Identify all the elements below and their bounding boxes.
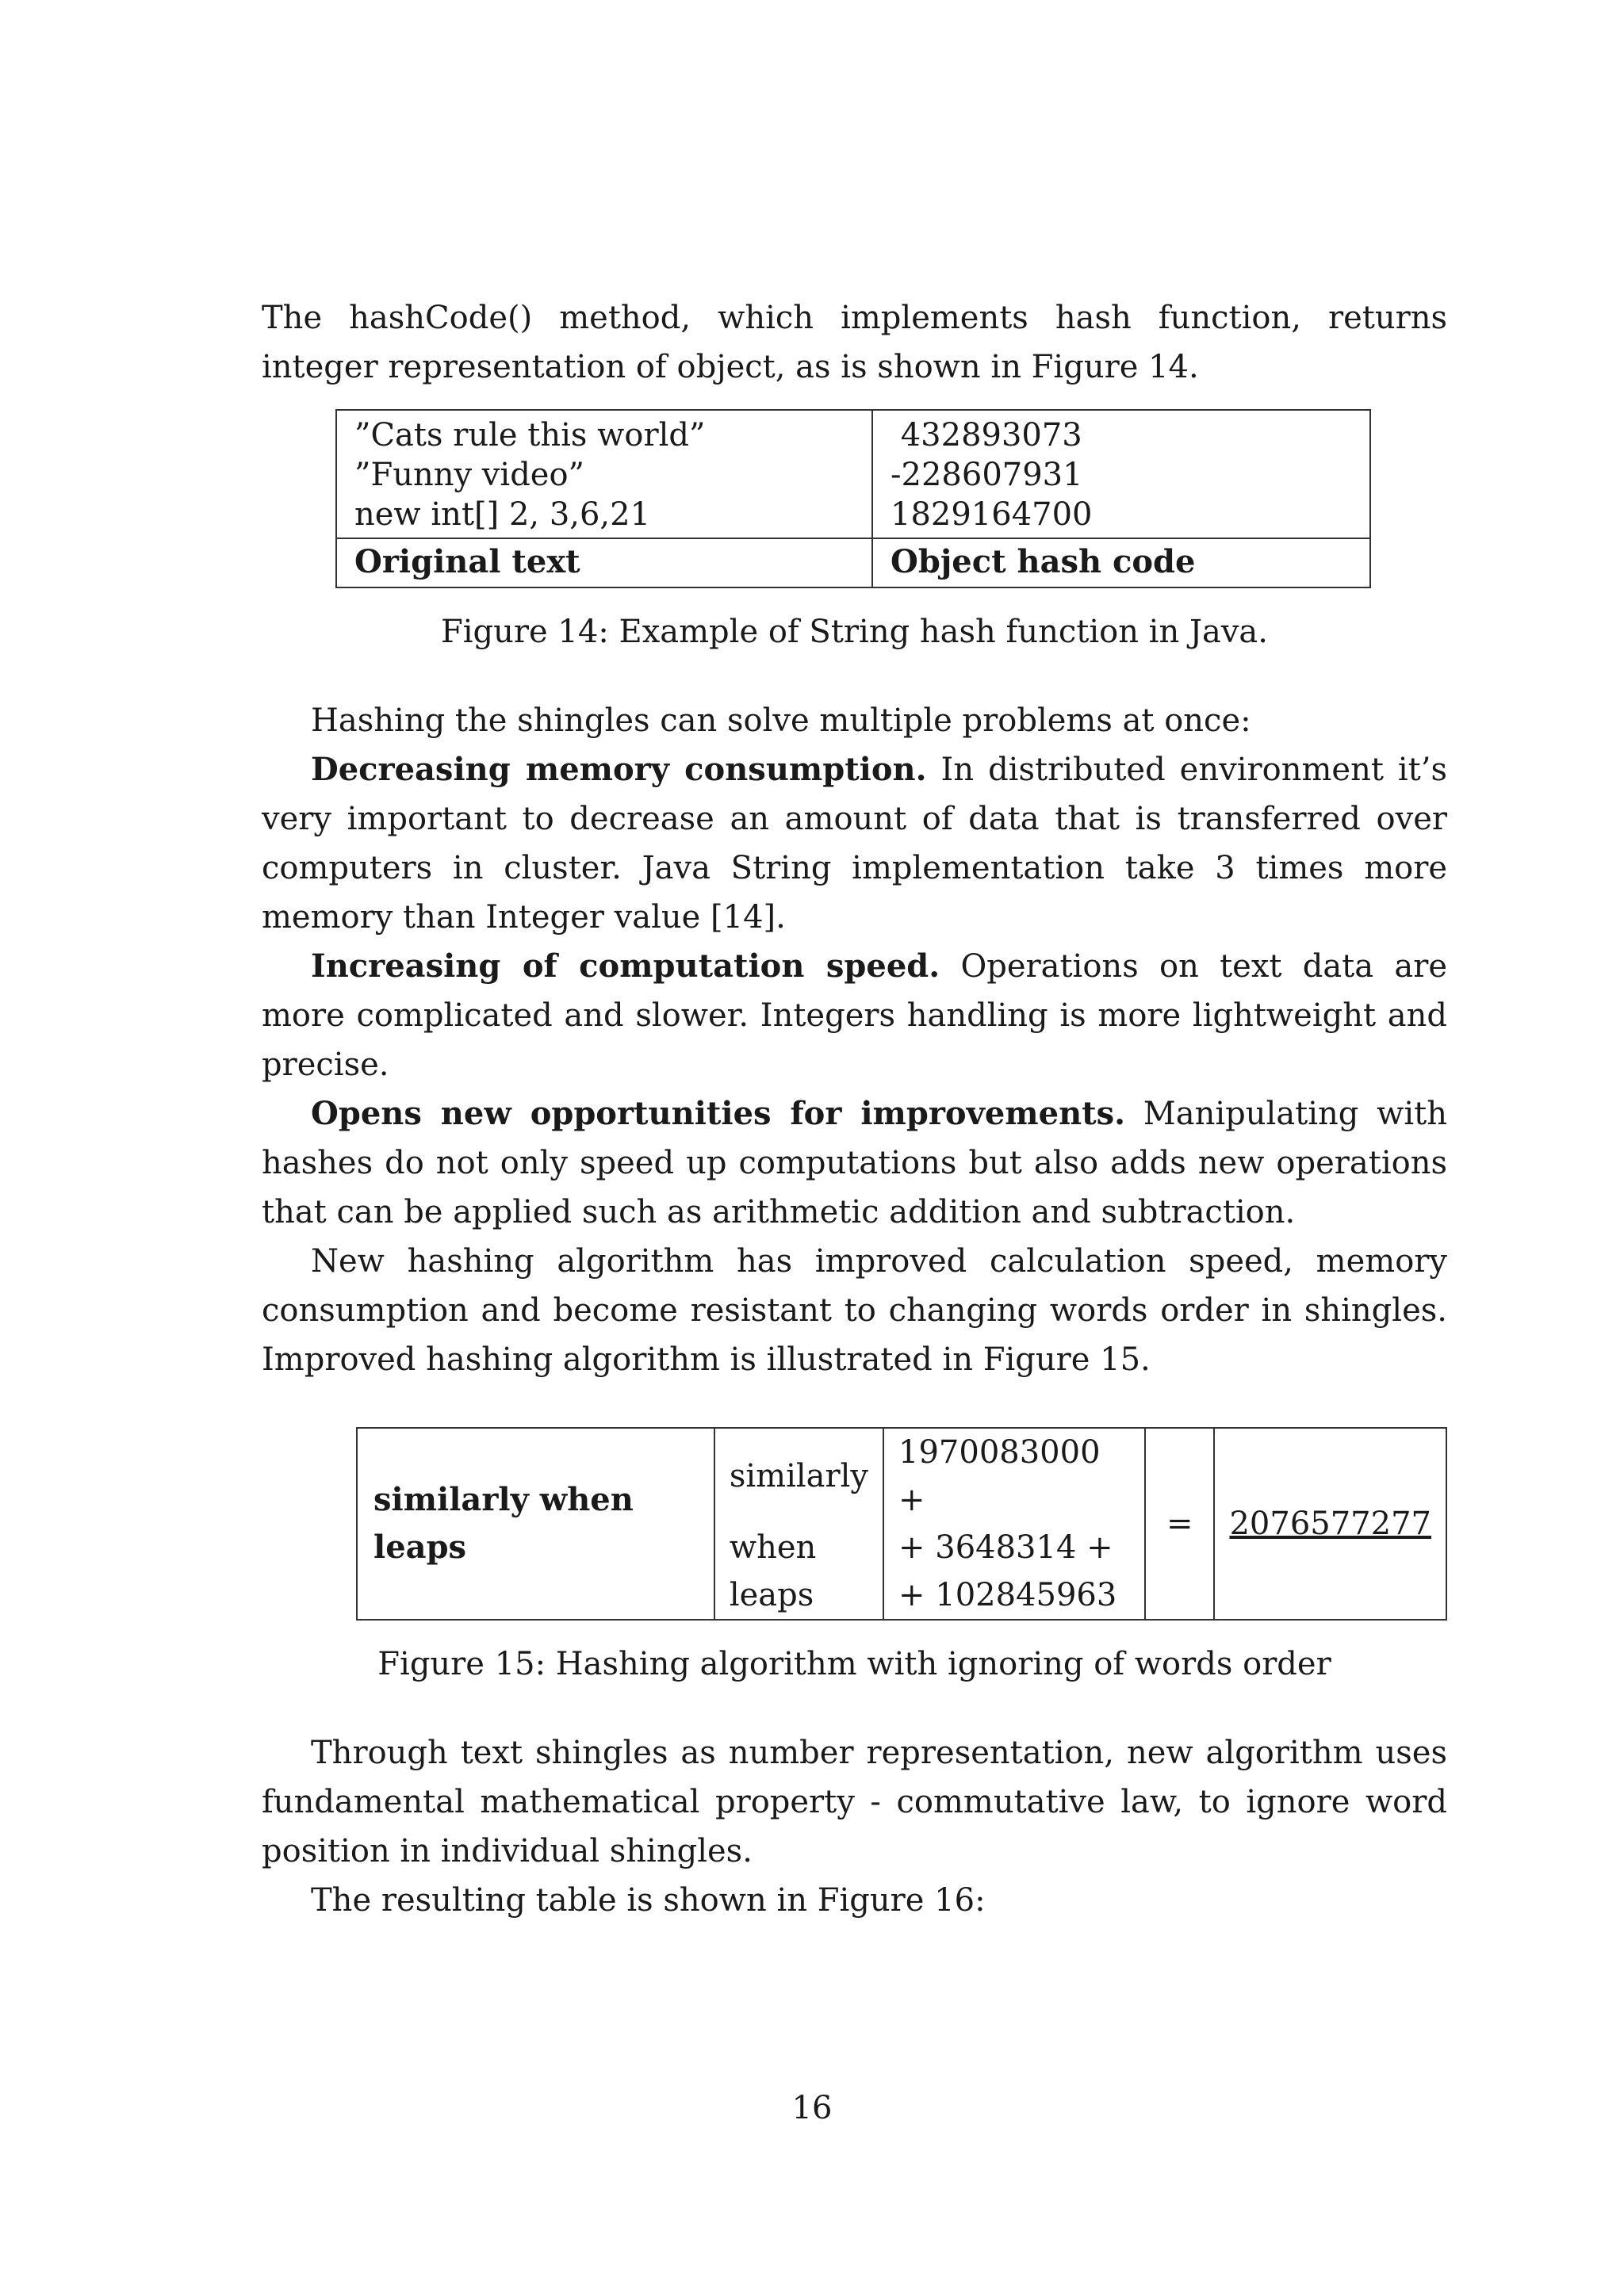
table-cell: ”Cats rule this world” bbox=[354, 417, 706, 453]
hash-sum-result: 2076577277 bbox=[1214, 1428, 1446, 1620]
table-cell: new int[] 2, 3,6,21 bbox=[354, 496, 651, 533]
column-header-hash-code: Object hash code bbox=[872, 538, 1370, 587]
figure-15-table bbox=[356, 1427, 1447, 1621]
commutative-paragraph: Through text shingles as number representation, new algorithm uses fundamental mathematical property - commutative law, to ignore word position in individual shingles. bbox=[262, 1735, 1447, 1869]
point-title: Decreasing memory consumption. bbox=[311, 751, 927, 788]
figure-14-caption: Figure 14: Example of String hash function in Java. bbox=[441, 614, 1268, 650]
point-title: Opens new opportunities for improvements. bbox=[311, 1095, 1126, 1132]
table-cell: ”Funny video” bbox=[354, 457, 584, 493]
table-cell: 432893073 bbox=[891, 417, 1082, 453]
hashing-paragraph: Hashing the shingles can solve multiple problems at once: bbox=[311, 702, 1251, 739]
shingle-word: similarly bbox=[714, 1428, 883, 1524]
shingle-word: leaps bbox=[714, 1571, 883, 1620]
point-body: Operations on text data are more complicated and slower. Integers handling is more lightweight and precise. bbox=[262, 948, 1448, 1083]
page-content bbox=[262, 293, 1447, 1925]
page-number: 16 bbox=[791, 2090, 833, 2126]
hash-code-column bbox=[872, 410, 1370, 538]
word-hash: + 102845963 bbox=[883, 1571, 1145, 1620]
equals-sign: = bbox=[1145, 1428, 1215, 1620]
point-speed bbox=[262, 942, 1447, 1089]
column-header-original-text: Original text bbox=[336, 538, 872, 587]
shingle-word: when bbox=[714, 1524, 883, 1571]
new-algorithm-paragraph: New hashing algorithm has improved calculation speed, memory consumption and become resistant to changing words order in shingles. Improved hashing algorithm is illustrated in Figure 15. bbox=[262, 1243, 1447, 1378]
resulting-table-paragraph: The resulting table is shown in Figure 16: bbox=[311, 1882, 986, 1919]
point-memory bbox=[262, 745, 1447, 942]
point-body: Manipulating with hashes do not only speed up computations but also adds new operations that can be applied such as arithmetic addition and subtraction. bbox=[262, 1096, 1447, 1230]
original-text-column bbox=[336, 410, 872, 538]
table-cell: -228607931 bbox=[891, 457, 1083, 493]
point-title: Increasing of computation speed. bbox=[311, 947, 940, 985]
point-opportunities bbox=[262, 1089, 1447, 1237]
figure-14-table bbox=[335, 409, 1371, 588]
table-cell: 1829164700 bbox=[891, 496, 1093, 533]
word-hash: 1970083000 + bbox=[883, 1428, 1145, 1524]
intro-paragraph: The hashCode() method, which implements hash function, returns integer representation of object, as is shown in Figure 14. bbox=[262, 300, 1447, 385]
shingle-phrase: similarly when leaps bbox=[357, 1428, 714, 1620]
figure-15-caption: Figure 15: Hashing algorithm with ignoring of words order bbox=[377, 1646, 1331, 1682]
word-hash: + 3648314 + bbox=[883, 1524, 1145, 1571]
point-body: In distributed environment it’s very important to decrease an amount of data that is transferred over computers in cluster. Java String implementation take 3 times more memory than Integer value [14]. bbox=[262, 752, 1447, 936]
